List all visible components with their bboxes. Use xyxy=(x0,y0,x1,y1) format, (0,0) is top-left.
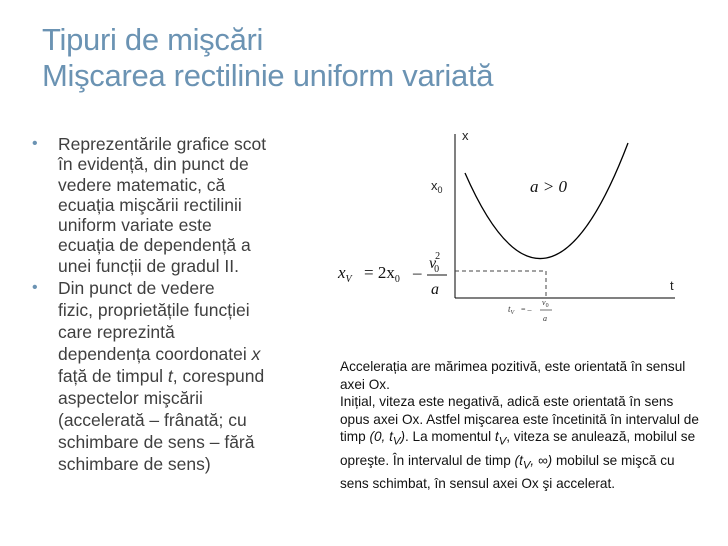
text-span: (t xyxy=(514,452,523,468)
formula-denominator: a xyxy=(431,281,439,298)
bullet-1-line: ecuația de dependență a xyxy=(58,235,251,256)
slide-title xyxy=(42,22,702,94)
explanation-paragraph-2 xyxy=(340,393,702,492)
bullet-2-line xyxy=(58,343,332,365)
formula-eq-sub: 0 xyxy=(394,274,400,285)
bullet-2-line: schimbare de sens – fără xyxy=(58,432,255,453)
vertex-formula xyxy=(337,251,447,298)
bullet-dot-icon: • xyxy=(32,279,38,297)
formula-lhs-sub: V xyxy=(345,274,352,285)
subscript: V xyxy=(498,436,507,449)
tv-num-main: v xyxy=(542,298,546,307)
x-axis-label: x xyxy=(462,128,469,143)
formula-num-sup: 2 xyxy=(435,251,441,262)
formula-lhs-main: x xyxy=(338,263,346,282)
formula-eq xyxy=(364,263,400,285)
tv-lhs xyxy=(508,304,516,316)
bullet-1-line: Reprezentările grafice scot xyxy=(58,134,267,154)
bullet-1-line: ecuația mişcării rectilinii xyxy=(58,194,242,215)
bullet-list xyxy=(32,134,332,476)
subscript: V xyxy=(392,436,401,449)
formula-numerator xyxy=(429,251,440,275)
bullet-2-line: (accelerată – frânată; cu xyxy=(58,410,247,431)
text-span: mobilul se mişcă cu sens schimbat, în sensul axei Ox şi accelerat. xyxy=(340,452,675,491)
text-span: t xyxy=(494,429,499,445)
bullet-1 xyxy=(32,134,332,276)
formula-eq-main: = 2x xyxy=(364,263,395,282)
tv-formula xyxy=(508,298,552,323)
formula-num-main: v xyxy=(429,255,437,272)
bullet-1-line: unei funcții de gradul II. xyxy=(58,255,239,276)
formula-lhs xyxy=(337,263,354,285)
text-span: . La momentul xyxy=(404,429,495,445)
subscript: V xyxy=(522,459,531,472)
text-span: , corespund xyxy=(172,366,265,387)
explanation-text xyxy=(340,358,702,493)
tv-num-sub: 0 xyxy=(545,303,549,309)
tv-lhs-sub: V xyxy=(510,310,515,316)
var-t: t xyxy=(167,366,173,387)
bullet-1-line: în evidență, din punct de xyxy=(58,154,249,175)
text-span: (0, t xyxy=(369,429,393,445)
var-x: x xyxy=(251,344,261,365)
explanation-paragraph-1: Accelerația are mărimea pozitivă, este orientată în sensul axei Ox. xyxy=(340,359,686,392)
parabola-curve xyxy=(465,143,628,259)
tv-eq: = – xyxy=(521,305,532,314)
bullet-1-line: uniform variate este xyxy=(58,215,212,236)
t-axis-label: t xyxy=(670,278,674,293)
tv-numerator xyxy=(542,298,549,309)
title-line-2: Mişcarea rectilinie uniform variată xyxy=(42,58,494,93)
x0-main: x xyxy=(431,178,438,193)
text-span: ) xyxy=(400,429,405,445)
interval-1 xyxy=(369,429,405,449)
tv-lhs-main: t xyxy=(508,304,511,314)
bullet-2-line: fizic, proprietățile funcției xyxy=(58,300,250,321)
text-span: , viteza se anulează, mobilul se opreşte. În intervalul de timp xyxy=(340,429,696,468)
acceleration-condition: a > 0 xyxy=(530,177,567,196)
bullet-2-line: Din punct de vedere xyxy=(58,278,215,299)
bullet-dot-icon: • xyxy=(32,135,38,152)
bullet-2-line: care reprezintă xyxy=(58,322,175,343)
text-span: dependența coordonatei xyxy=(58,344,252,365)
formula-num-sub: 0 xyxy=(434,264,440,275)
x0-label xyxy=(431,178,443,195)
formula-minus: – xyxy=(413,263,422,282)
bullet-1-line: vedere matematic, că xyxy=(58,174,226,195)
tv-denominator: a xyxy=(543,314,547,323)
bullet-2-line: aspectelor mişcării xyxy=(58,388,203,409)
bullet-2 xyxy=(32,277,332,475)
position-time-graph xyxy=(320,118,720,348)
text-span: față de timpul xyxy=(58,366,168,387)
interval-2 xyxy=(514,452,553,472)
title-line-1: Tipuri de mişcări xyxy=(42,22,264,57)
moment-tv xyxy=(494,429,507,449)
bullet-2-line xyxy=(58,365,332,387)
bullet-2-line: schimbare de sens) xyxy=(58,454,211,475)
x0-sub: 0 xyxy=(437,185,443,195)
text-span: , ∞) xyxy=(530,452,553,468)
text-span: Inițial, viteza este negativă, adică este orientată în sens opus axei Ox. Astfel mişcarea este încetinită în intervalul de timp xyxy=(340,394,699,445)
